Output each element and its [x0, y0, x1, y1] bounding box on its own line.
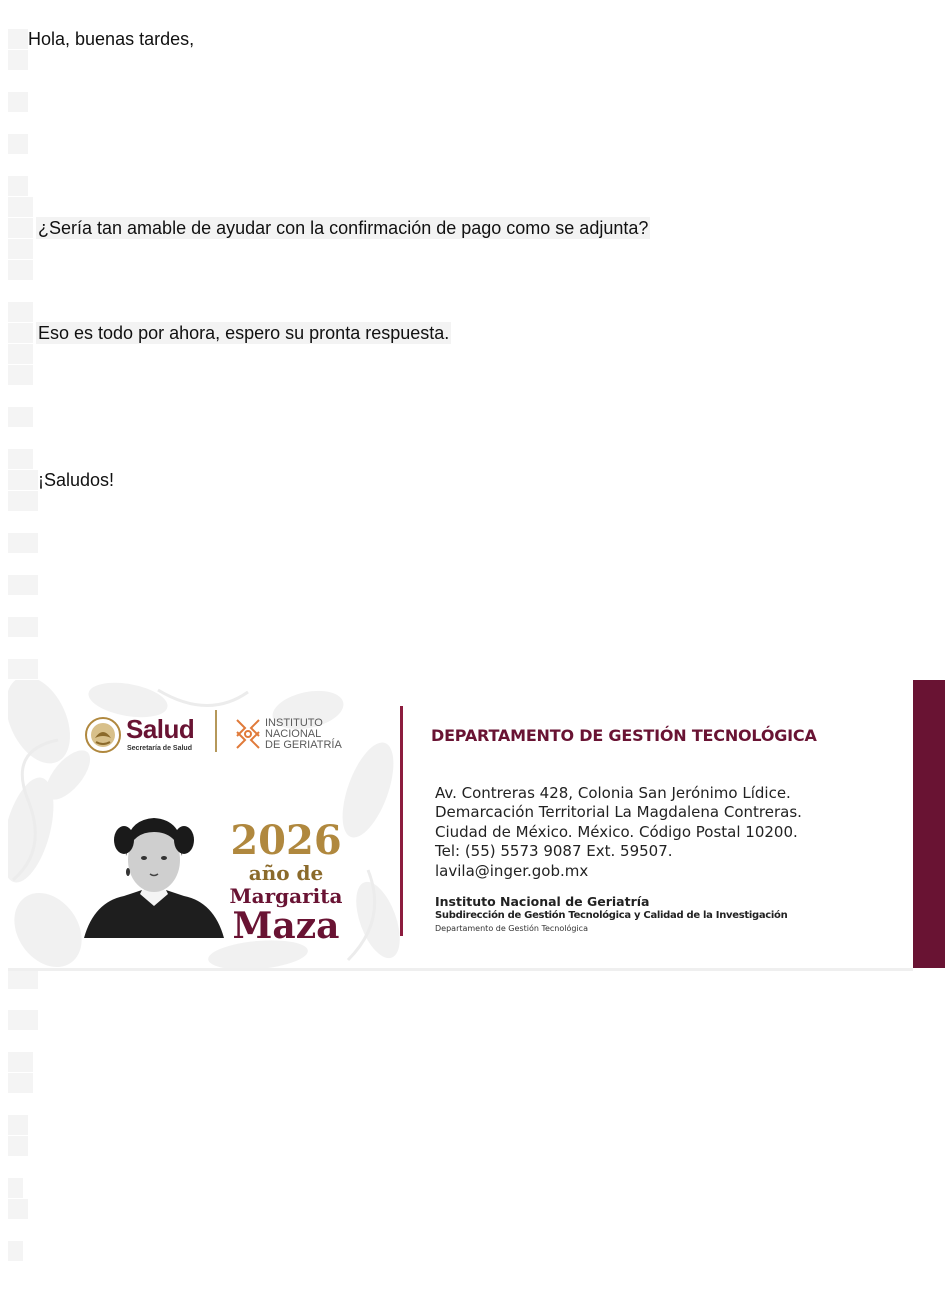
empty-paragraph-marker: [8, 50, 28, 70]
empty-paragraph-marker: [8, 470, 38, 490]
inger-logo: [233, 716, 353, 756]
address-line: Ciudad de México. México. Código Postal 10200.: [435, 822, 798, 841]
empty-paragraph-marker: [8, 302, 33, 322]
institution-name: Instituto Nacional de Geriatría: [435, 894, 650, 909]
empty-paragraph-marker: [8, 239, 33, 259]
empty-paragraph-marker: [8, 218, 33, 238]
empty-paragraph-marker: [8, 407, 33, 427]
empty-paragraph-marker: [8, 134, 28, 154]
email-signature-banner: [8, 680, 945, 968]
subdirection-name: Subdirección de Gestión Tecnológica y Calidad de la Investigación: [435, 910, 788, 921]
empty-paragraph-marker: [8, 449, 33, 469]
commemorative-line4: Maza: [232, 905, 340, 947]
empty-paragraph-marker: [8, 1073, 33, 1093]
salud-logo-word: Salud: [126, 714, 195, 744]
address-line: Demarcación Territorial La Magdalena Contreras.: [435, 803, 802, 822]
empty-paragraph-marker: [8, 1241, 23, 1261]
empty-paragraph-marker: [8, 1052, 33, 1072]
maroon-accent-bar: [913, 680, 945, 968]
email-closing-line: Eso es todo por ahora, espero su pronta respuesta.: [38, 323, 450, 343]
empty-paragraph-marker: [8, 659, 38, 679]
salud-logo-subtitle: Secretaría de Salud: [127, 745, 192, 752]
empty-paragraph-marker: [8, 92, 28, 112]
portrait-illustration: [84, 810, 224, 938]
empty-paragraph-marker: [8, 176, 28, 196]
email-request: ¿Sería tan amable de ayudar con la confirmación de pago como se adjunta?: [38, 218, 649, 238]
empty-paragraph-marker: [8, 491, 38, 511]
email-farewell: ¡Saludos!: [38, 470, 115, 490]
department-name: Departamento de Gestión Tecnológica: [435, 924, 588, 933]
empty-paragraph-marker: [8, 260, 33, 280]
address-block: [435, 784, 802, 881]
empty-paragraph-marker: [8, 617, 38, 637]
empty-paragraph-marker: [8, 365, 33, 385]
empty-paragraph-marker: [8, 575, 38, 595]
empty-paragraph-marker: [8, 1115, 28, 1135]
empty-paragraph-marker: [8, 1199, 28, 1219]
empty-paragraph-marker: [8, 969, 38, 989]
empty-paragraph-marker: [8, 1136, 28, 1156]
inger-emblem-icon: [233, 716, 263, 752]
empty-paragraph-marker: [8, 1178, 23, 1198]
phone-line: Tel: (55) 5573 9087 Ext. 59507.: [435, 842, 673, 861]
vertical-divider: [400, 706, 403, 936]
inger-logo-text: INSTITUTO NACIONAL DE GERIATRÍA: [265, 717, 342, 751]
email-address-link[interactable]: lavila@inger.gob.mx: [435, 861, 589, 880]
empty-paragraph-marker: [8, 344, 33, 364]
commemorative-year: 2026: [230, 817, 342, 864]
banner-bottom-rule: [8, 968, 913, 971]
empty-paragraph-marker: [8, 29, 28, 49]
mexico-coat-of-arms-icon: [84, 716, 122, 754]
salud-logo: [84, 714, 208, 758]
department-title: DEPARTAMENTO DE GESTIÓN TECNOLÓGICA: [431, 726, 817, 745]
commemorative-line3: Margarita: [229, 884, 343, 908]
empty-paragraph-marker: [8, 533, 38, 553]
empty-paragraph-marker: [8, 1010, 38, 1030]
commemorative-line2: año de: [248, 861, 324, 885]
address-line: Av. Contreras 428, Colonia San Jerónimo Lídice.: [435, 784, 791, 802]
empty-paragraph-marker: [8, 197, 33, 217]
commemorative-year-logo: [226, 817, 346, 947]
email-greeting: Hola, buenas tardes,: [28, 29, 195, 49]
empty-paragraph-marker: [8, 323, 33, 343]
logo-separator: [215, 710, 217, 752]
